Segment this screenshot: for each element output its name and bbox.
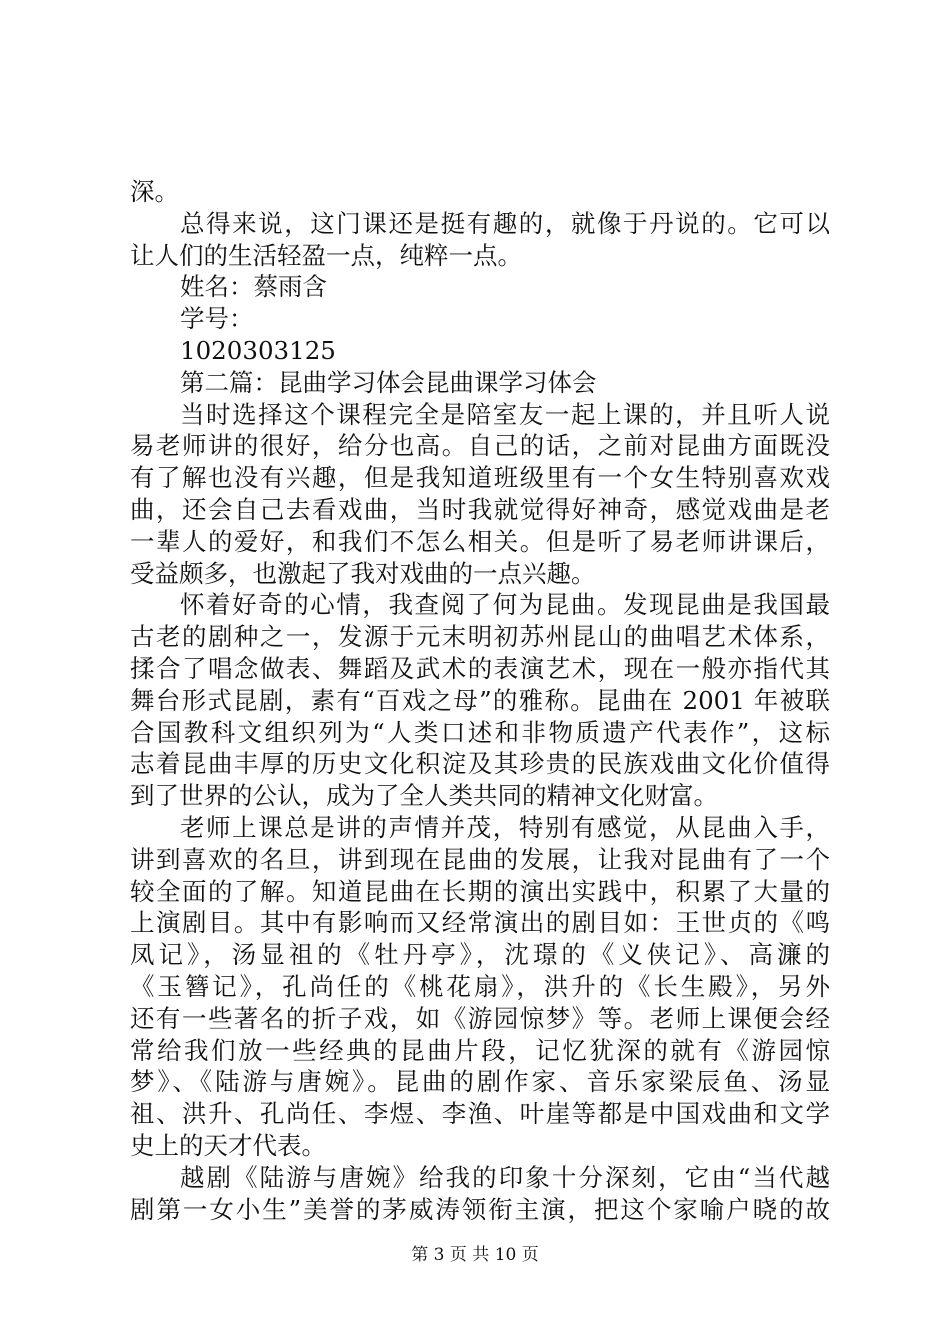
text-line: 志着昆曲丰厚的历史文化积淀及其珍贵的民族戏曲文化价值得: [130, 749, 830, 779]
text-line: 学号：: [180, 304, 254, 334]
text-line: 剧第一女小生”美誉的茅威涛领衔主演，把这个家喻户晓的故: [130, 1194, 830, 1224]
text-line: 史上的天才代表。: [130, 1130, 326, 1160]
text-line: 常给我们放一些经典的昆曲片段，记忆犹深的就有《游园惊: [130, 1035, 830, 1065]
text-line: 合国教科文组织列为“人类口述和非物质遗产代表作”，这标: [130, 717, 830, 747]
page-footer: 第 3 页 共 10 页: [411, 1245, 539, 1265]
text-line: 总得来说，这门课还是挺有趣的，就像于丹说的。它可以: [180, 208, 830, 238]
text-line: 易老师讲的很好，给分也高。自己的话，之前对昆曲方面既没: [130, 431, 830, 461]
text-line: 第二篇：昆曲学习体会昆曲课学习体会: [180, 367, 597, 397]
text-line: 当时选择这个课程完全是陪室友一起上课的，并且听人说: [180, 399, 830, 429]
text-line: 凤记》，汤显祖的《牡丹亭》，沈璟的《义侠记》、高濂的: [130, 940, 830, 970]
text-line: 揉合了唱念做表、舞蹈及武术的表演艺术，现在一般亦指代其: [130, 653, 830, 683]
text-line: 古老的剧种之一，发源于元末明初苏州昆山的曲唱艺术体系，: [130, 622, 830, 652]
text-line: 还有一些著名的折子戏，如《游园惊梦》等。老师上课便会经: [130, 1003, 830, 1033]
text-line: 老师上课总是讲的声情并茂，特别有感觉，从昆曲入手，: [180, 812, 830, 842]
text-line: 越剧《陆游与唐婉》给我的印象十分深刻，它由“当代越: [180, 1162, 830, 1192]
text-line: 让人们的生活轻盈一点，纯粹一点。: [130, 240, 522, 270]
text-line: 梦》、《陆游与唐婉》。昆曲的剧作家、音乐家梁辰鱼、汤显: [130, 1067, 830, 1097]
text-line: 深。: [130, 177, 179, 206]
document-body: [130, 176, 830, 1225]
text-line: 上演剧目。其中有影响而又经常演出的剧目如：王世贞的《鸣: [130, 908, 830, 938]
text-line: 曲，还会自己去看戏曲，当时我就觉得好神奇，感觉戏曲是老: [130, 494, 830, 524]
text-line: 受益颇多，也激起了我对戏曲的一点兴趣。: [130, 558, 596, 588]
text-line: 一辈人的爱好，和我们不怎么相关。但是听了易老师讲课后，: [130, 526, 830, 556]
text-line: 1020303125: [180, 335, 336, 365]
text-line: 姓名：蔡雨含: [180, 272, 327, 302]
text-line: 舞台形式昆剧，素有“百戏之母”的雅称。昆曲在 2001 年被联: [130, 685, 830, 715]
text-line: 怀着好奇的心情，我查阅了何为昆曲。发现昆曲是我国最: [180, 590, 830, 620]
text-line: 《玉簪记》，孔尚任的《桃花扇》，洪升的《长生殿》，另外: [130, 971, 830, 1001]
text-line: 较全面的了解。知道昆曲在长期的演出实践中，积累了大量的: [130, 876, 830, 906]
text-line: 有了解也没有兴趣，但是我知道班级里有一个女生特别喜欢戏: [130, 463, 830, 493]
text-line: 讲到喜欢的名旦，讲到现在昆曲的发展，让我对昆曲有了一个: [130, 844, 830, 874]
text-line: 到了世界的公认，成为了全人类共同的精神文化财富。: [130, 781, 718, 811]
text-line: 祖、洪升、孔尚任、李煜、李渔、叶崖等都是中国戏曲和文学: [130, 1099, 830, 1129]
